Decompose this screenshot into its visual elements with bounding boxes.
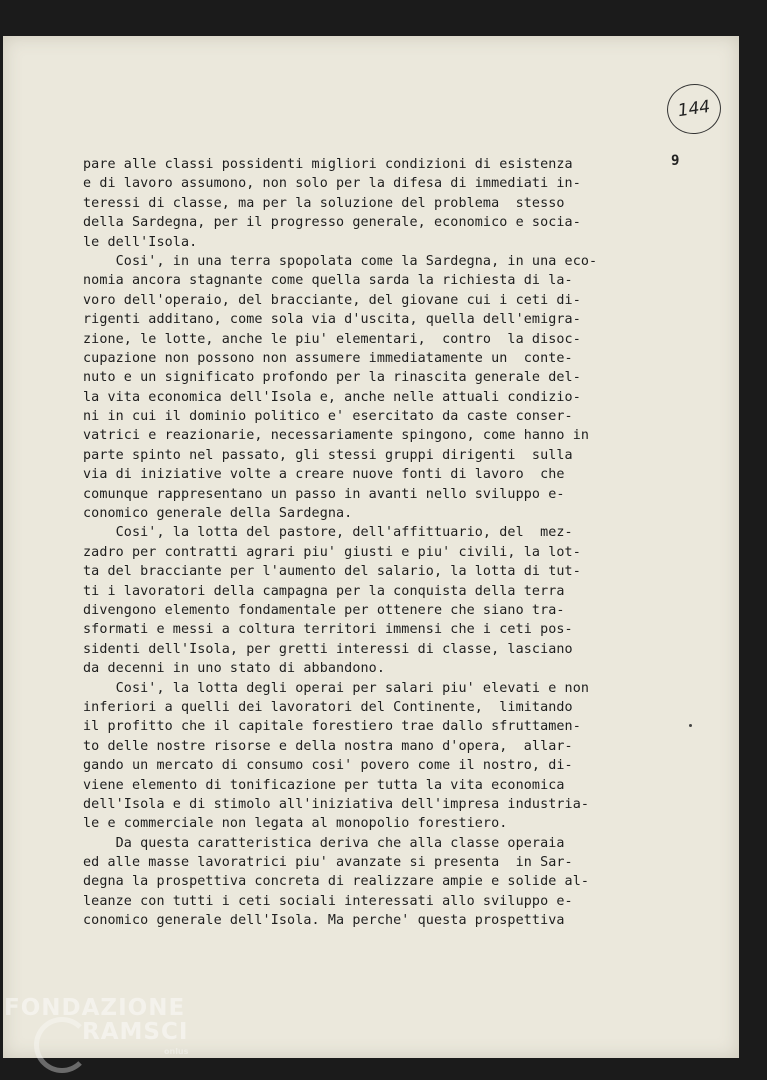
text-line: nuto e un significato profondo per la rinascita generale del- bbox=[83, 370, 581, 386]
text-line: Cosi', la lotta del pastore, dell'affittuario, del mez- bbox=[83, 525, 573, 541]
text-line: ni in cui il dominio politico e' esercitato da caste conser- bbox=[83, 409, 573, 425]
text-line: le e commerciale non legata al monopolio forestiero. bbox=[83, 816, 508, 832]
text-line: divengono elemento fondamentale per ottenere che siano tra- bbox=[83, 602, 565, 618]
text-line: sformati e messi a coltura territori immensi che i ceti pos- bbox=[83, 622, 573, 638]
text-line: leanze con tutti i ceti sociali interessati allo sviluppo e- bbox=[83, 893, 573, 909]
folio-stamp: 144 bbox=[664, 80, 724, 137]
watermark-line2: RAMSCI bbox=[82, 1019, 189, 1045]
watermark-line3: onlus bbox=[164, 1047, 189, 1056]
text-line: viene elemento di tonificazione per tutta la vita economica bbox=[83, 777, 565, 793]
text-line: pare alle classi possidenti migliori condizioni di esistenza bbox=[83, 157, 573, 172]
watermark-line1: FONDAZIONE bbox=[4, 995, 186, 1021]
text-line: da decenni in uno stato di abbandono. bbox=[83, 661, 385, 677]
text-line: dell'Isola e di stimolo all'iniziativa dell'impresa industria- bbox=[83, 796, 590, 812]
paper-speck bbox=[689, 724, 692, 727]
text-line: zadro per contratti agrari piu' giusti e piu' civili, la lot- bbox=[83, 544, 581, 560]
text-line: Cosi', la lotta degli operai per salari piu' elevati e non bbox=[83, 680, 590, 696]
watermark bbox=[4, 995, 189, 1056]
page-number: 9 bbox=[671, 153, 680, 169]
text-line: e di lavoro assumono, non solo per la difesa di immediati in- bbox=[83, 176, 581, 192]
text-line: ed alle masse lavoratrici piu' avanzate si presenta in Sar- bbox=[83, 855, 573, 871]
text-line: zione, le lotte, anche le piu' elementari, contro la disoc- bbox=[83, 331, 581, 347]
text-line: nomia ancora stagnante come quella sarda la richiesta di la- bbox=[83, 273, 573, 289]
text-line: cupazione non possono non assumere immediatamente un conte- bbox=[83, 350, 573, 366]
text-line: ti i lavoratori della campagna per la conquista della terra bbox=[83, 583, 565, 599]
text-line: il profitto che il capitale forestiero trae dallo sfruttamen- bbox=[83, 719, 581, 735]
text-line: via di iniziative volte a creare nuove fonti di lavoro che bbox=[83, 467, 565, 483]
text-line: gando un mercato di consumo cosi' povero come il nostro, di- bbox=[83, 758, 573, 774]
text-line: vatrici e reazionarie, necessariamente spingono, come hanno in bbox=[83, 428, 590, 444]
text-line: sidenti dell'Isola, per gretti interessi di classe, lasciano bbox=[83, 641, 573, 657]
text-line: comunque rappresentano un passo in avanti nello sviluppo e- bbox=[83, 486, 565, 502]
body-text bbox=[83, 155, 688, 931]
watermark-logo-icon bbox=[34, 1017, 90, 1073]
text-line: inferiori a quelli dei lavoratori del Continente, limitando bbox=[83, 699, 573, 715]
text-line: la vita economica dell'Isola e, anche nelle attuali condizio- bbox=[83, 389, 581, 405]
text-line: Cosi', in una terra spopolata come la Sardegna, in una eco- bbox=[83, 253, 598, 269]
text-line: degna la prospettiva concreta di realizzare ampie e solide al- bbox=[83, 874, 590, 890]
text-line: ta del bracciante per l'aumento del salario, la lotta di tut- bbox=[83, 564, 581, 580]
text-line: Da questa caratteristica deriva che alla classe operaia bbox=[83, 835, 565, 851]
text-line: conomico generale dell'Isola. Ma perche' questa prospettiva bbox=[83, 913, 565, 929]
text-line: teressi di classe, ma per la soluzione del problema stesso bbox=[83, 195, 565, 211]
text-line: le dell'Isola. bbox=[83, 234, 198, 250]
text-line: parte spinto nel passato, gli stessi gruppi dirigenti sulla bbox=[83, 447, 573, 463]
text-line: della Sardegna, per il progresso generale, economico e socia- bbox=[83, 215, 581, 231]
text-line: to delle nostre risorse e della nostra mano d'opera, allar- bbox=[83, 738, 573, 754]
text-line: conomico generale della Sardegna. bbox=[83, 506, 353, 522]
text-line: voro dell'operaio, del bracciante, del giovane cui i ceti di- bbox=[83, 292, 581, 308]
text-line: rigenti additano, come sola via d'uscita, quella dell'emigra- bbox=[83, 312, 581, 328]
